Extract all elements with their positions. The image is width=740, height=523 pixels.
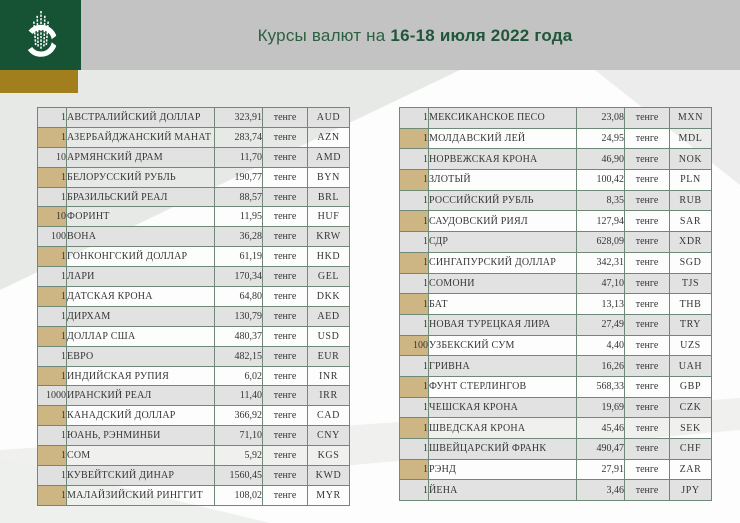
currency-name: ДАТСКАЯ КРОНА (67, 287, 215, 307)
row-quantity: 1 (400, 252, 429, 273)
rate-value: 64,80 (215, 287, 263, 307)
rate-value: 24,95 (577, 128, 625, 149)
currency-code: AUD (308, 108, 350, 128)
rate-value: 628,09 (577, 232, 625, 253)
unit-label: тенге (625, 480, 670, 501)
currency-name: АЗЕРБАЙДЖАНСКИЙ МАНАТ (67, 127, 215, 147)
currency-code: INR (308, 366, 350, 386)
currency-code: HKD (308, 247, 350, 267)
rate-value: 480,37 (215, 326, 263, 346)
table-row (38, 108, 350, 128)
row-quantity: 1 (38, 108, 67, 128)
rate-value: 6,02 (215, 366, 263, 386)
currency-name: БАТ (429, 294, 577, 315)
currency-code: SGD (670, 252, 712, 273)
currency-code: UZS (670, 335, 712, 356)
unit-label: тенге (625, 418, 670, 439)
row-quantity: 1 (400, 232, 429, 253)
currency-code: MXN (670, 108, 712, 129)
row-quantity: 1 (38, 446, 67, 466)
table-row (38, 326, 350, 346)
row-quantity: 1 (38, 167, 67, 187)
table-row (38, 147, 350, 167)
currency-name: ДИРХАМ (67, 306, 215, 326)
currency-code: GBP (670, 376, 712, 397)
rate-value: 13,13 (577, 294, 625, 315)
rate-value: 100,42 (577, 170, 625, 191)
rate-value: 23,08 (577, 108, 625, 129)
rate-value: 323,91 (215, 108, 263, 128)
rate-value: 88,57 (215, 187, 263, 207)
table-row (38, 346, 350, 366)
table-row (38, 127, 350, 147)
row-quantity: 1 (400, 108, 429, 129)
table-row (38, 287, 350, 307)
rate-value: 190,77 (215, 167, 263, 187)
unit-label: тенге (263, 187, 308, 207)
table-row (400, 459, 712, 480)
table-row (38, 227, 350, 247)
row-quantity: 1000 (38, 386, 67, 406)
unit-label: тенге (625, 108, 670, 129)
row-quantity: 1 (38, 366, 67, 386)
row-quantity: 1 (38, 326, 67, 346)
row-quantity: 1 (400, 149, 429, 170)
table-row (400, 149, 712, 170)
rate-value: 366,92 (215, 406, 263, 426)
table-row (400, 108, 712, 129)
unit-label: тенге (263, 485, 308, 505)
rate-value: 27,91 (577, 459, 625, 480)
currency-code: AZN (308, 127, 350, 147)
logo-gold-bar (0, 70, 78, 93)
row-quantity: 10 (38, 207, 67, 227)
currency-name: НОРВЕЖСКАЯ КРОНА (429, 149, 577, 170)
unit-label: тенге (263, 247, 308, 267)
table-row (400, 190, 712, 211)
currency-name: СОМ (67, 446, 215, 466)
table-row (400, 356, 712, 377)
row-quantity: 1 (400, 356, 429, 377)
currency-name: САУДОВСКИЙ РИЯЛ (429, 211, 577, 232)
row-quantity: 1 (400, 480, 429, 501)
currency-code: MYR (308, 485, 350, 505)
row-quantity: 1 (38, 485, 67, 505)
table-row (38, 167, 350, 187)
currency-name: ГОНКОНГСКИЙ ДОЛЛАР (67, 247, 215, 267)
currency-name: РЭНД (429, 459, 577, 480)
table-row (38, 466, 350, 486)
rate-value: 19,69 (577, 397, 625, 418)
currency-code: JPY (670, 480, 712, 501)
currency-code: TRY (670, 314, 712, 335)
unit-label: тенге (625, 294, 670, 315)
rate-value: 108,02 (215, 485, 263, 505)
unit-label: тенге (263, 466, 308, 486)
unit-label: тенге (263, 227, 308, 247)
currency-code: CZK (670, 397, 712, 418)
rate-value: 130,79 (215, 306, 263, 326)
currency-code: IRR (308, 386, 350, 406)
currency-code: SAR (670, 211, 712, 232)
unit-label: тенге (263, 406, 308, 426)
currency-name: ШВЕДСКАЯ КРОНА (429, 418, 577, 439)
currency-name: ГРИВНА (429, 356, 577, 377)
row-quantity: 1 (38, 127, 67, 147)
row-quantity: 100 (400, 335, 429, 356)
currency-name: СИНГАПУРСКИЙ ДОЛЛАР (429, 252, 577, 273)
unit-label: тенге (263, 326, 308, 346)
currency-code: CNY (308, 426, 350, 446)
table-row (38, 306, 350, 326)
table-row (400, 376, 712, 397)
table-row (400, 170, 712, 191)
currency-name: МАЛАЙЗИЙСКИЙ РИНГГИТ (67, 485, 215, 505)
row-quantity: 1 (400, 397, 429, 418)
unit-label: тенге (263, 127, 308, 147)
table-row (400, 273, 712, 294)
table-row (38, 446, 350, 466)
currency-name: ФУНТ СТЕРЛИНГОВ (429, 376, 577, 397)
currency-code: DKK (308, 287, 350, 307)
row-quantity: 1 (400, 273, 429, 294)
row-quantity: 1 (400, 459, 429, 480)
currency-code: SEK (670, 418, 712, 439)
unit-label: тенге (625, 190, 670, 211)
row-quantity: 1 (400, 128, 429, 149)
rates-table-left (37, 107, 350, 506)
rate-value: 11,95 (215, 207, 263, 227)
row-quantity: 1 (400, 418, 429, 439)
rate-value: 11,70 (215, 147, 263, 167)
unit-label: тенге (625, 376, 670, 397)
currency-code: KGS (308, 446, 350, 466)
table-row (400, 397, 712, 418)
rate-value: 36,28 (215, 227, 263, 247)
currency-name: ВОНА (67, 227, 215, 247)
row-quantity: 1 (38, 306, 67, 326)
currency-name: ФОРИНТ (67, 207, 215, 227)
logo-green-square (0, 0, 81, 70)
rate-value: 27,49 (577, 314, 625, 335)
currency-code: USD (308, 326, 350, 346)
currency-name: ЧЕШСКАЯ КРОНА (429, 397, 577, 418)
currency-code: PLN (670, 170, 712, 191)
row-quantity: 1 (38, 287, 67, 307)
table-row (400, 128, 712, 149)
currency-code: AMD (308, 147, 350, 167)
currency-name: ШВЕЙЦАРСКИЙ ФРАНК (429, 439, 577, 460)
row-quantity: 1 (38, 247, 67, 267)
wheat-emblem-icon (18, 9, 64, 61)
bank-logo (0, 0, 81, 93)
currency-name: СОМОНИ (429, 273, 577, 294)
rate-value: 283,74 (215, 127, 263, 147)
row-quantity: 1 (400, 376, 429, 397)
rate-value: 4,40 (577, 335, 625, 356)
unit-label: тенге (625, 273, 670, 294)
row-quantity: 1 (400, 439, 429, 460)
unit-label: тенге (263, 426, 308, 446)
table-row (38, 247, 350, 267)
rate-value: 3,46 (577, 480, 625, 501)
currency-code: XDR (670, 232, 712, 253)
table-row (38, 386, 350, 406)
rate-value: 127,94 (577, 211, 625, 232)
currency-code: HUF (308, 207, 350, 227)
row-quantity: 1 (38, 466, 67, 486)
currency-name: ЮАНЬ, РЭНМИНБИ (67, 426, 215, 446)
row-quantity: 1 (400, 170, 429, 191)
currency-name: ИНДИЙСКАЯ РУПИЯ (67, 366, 215, 386)
currency-name: АВСТРАЛИЙСКИЙ ДОЛЛАР (67, 108, 215, 128)
unit-label: тенге (263, 207, 308, 227)
table-row (38, 485, 350, 505)
unit-label: тенге (263, 147, 308, 167)
currency-code: MDL (670, 128, 712, 149)
table-row (400, 294, 712, 315)
currency-name: БЕЛОРУССКИЙ РУБЛЬ (67, 167, 215, 187)
row-quantity: 1 (400, 211, 429, 232)
unit-label: тенге (625, 252, 670, 273)
table-row (38, 187, 350, 207)
currency-code: RUB (670, 190, 712, 211)
currency-code: BRL (308, 187, 350, 207)
rate-value: 1560,45 (215, 466, 263, 486)
table-row (400, 252, 712, 273)
unit-label: тенге (625, 356, 670, 377)
currency-code: KRW (308, 227, 350, 247)
unit-label: тенге (263, 346, 308, 366)
table-row (38, 366, 350, 386)
currency-name: КАНАДСКИЙ ДОЛЛАР (67, 406, 215, 426)
table-row (400, 418, 712, 439)
rate-value: 8,35 (577, 190, 625, 211)
currency-name: ЕВРО (67, 346, 215, 366)
currency-name: СДР (429, 232, 577, 253)
page-title (90, 26, 740, 46)
rate-value: 47,10 (577, 273, 625, 294)
rate-value: 16,26 (577, 356, 625, 377)
row-quantity: 1 (400, 314, 429, 335)
unit-label: тенге (625, 128, 670, 149)
table-row (38, 267, 350, 287)
row-quantity: 1 (38, 406, 67, 426)
table-row (400, 335, 712, 356)
rate-value: 482,15 (215, 346, 263, 366)
rate-value: 71,10 (215, 426, 263, 446)
table-row (400, 439, 712, 460)
table-row (400, 480, 712, 501)
row-quantity: 1 (38, 346, 67, 366)
unit-label: тенге (263, 267, 308, 287)
rate-value: 342,31 (577, 252, 625, 273)
unit-label: тенге (625, 335, 670, 356)
currency-code: KWD (308, 466, 350, 486)
currency-code: EUR (308, 346, 350, 366)
currency-name: ЗЛОТЫЙ (429, 170, 577, 191)
unit-label: тенге (625, 170, 670, 191)
row-quantity: 1 (38, 426, 67, 446)
currency-name: АРМЯНСКИЙ ДРАМ (67, 147, 215, 167)
rate-value: 61,19 (215, 247, 263, 267)
currency-code: ZAR (670, 459, 712, 480)
currency-code: AED (308, 306, 350, 326)
table-row (400, 232, 712, 253)
unit-label: тенге (263, 108, 308, 128)
rates-table-right (399, 107, 712, 501)
unit-label: тенге (625, 314, 670, 335)
unit-label: тенге (263, 167, 308, 187)
currency-name: РОССИЙСКИЙ РУБЛЬ (429, 190, 577, 211)
unit-label: тенге (625, 211, 670, 232)
page-title-prefix: Курсы валют на (257, 26, 386, 45)
row-quantity: 1 (400, 190, 429, 211)
unit-label: тенге (263, 287, 308, 307)
currency-code: BYN (308, 167, 350, 187)
currency-name: УЗБЕКСКИЙ СУМ (429, 335, 577, 356)
currency-code: CAD (308, 406, 350, 426)
unit-label: тенге (625, 397, 670, 418)
unit-label: тенге (263, 306, 308, 326)
row-quantity: 10 (38, 147, 67, 167)
row-quantity: 1 (38, 187, 67, 207)
table-row (38, 406, 350, 426)
rate-value: 5,92 (215, 446, 263, 466)
currency-code: GEL (308, 267, 350, 287)
unit-label: тенге (625, 149, 670, 170)
currency-name: ЛАРИ (67, 267, 215, 287)
table-row (38, 207, 350, 227)
currency-name: ДОЛЛАР США (67, 326, 215, 346)
row-quantity: 1 (38, 267, 67, 287)
currency-code: UAH (670, 356, 712, 377)
unit-label: тенге (263, 446, 308, 466)
unit-label: тенге (625, 232, 670, 253)
rate-value: 490,47 (577, 439, 625, 460)
currency-code: CHF (670, 439, 712, 460)
unit-label: тенге (625, 459, 670, 480)
rate-value: 170,34 (215, 267, 263, 287)
table-row (38, 426, 350, 446)
currency-name: НОВАЯ ТУРЕЦКАЯ ЛИРА (429, 314, 577, 335)
unit-label: тенге (263, 386, 308, 406)
currency-name: МЕКСИКАНСКОЕ ПЕСО (429, 108, 577, 129)
currency-code: NOK (670, 149, 712, 170)
currency-code: THB (670, 294, 712, 315)
unit-label: тенге (625, 439, 670, 460)
rate-value: 46,90 (577, 149, 625, 170)
table-row (400, 314, 712, 335)
currency-name: КУВЕЙТСКИЙ ДИНАР (67, 466, 215, 486)
unit-label: тенге (263, 366, 308, 386)
currency-name: БРАЗИЛЬСКИЙ РЕАЛ (67, 187, 215, 207)
rate-value: 45,46 (577, 418, 625, 439)
row-quantity: 1 (400, 294, 429, 315)
rate-value: 568,33 (577, 376, 625, 397)
currency-name: ЙЕНА (429, 480, 577, 501)
currency-name: МОЛДАВСКИЙ ЛЕЙ (429, 128, 577, 149)
row-quantity: 100 (38, 227, 67, 247)
currency-code: TJS (670, 273, 712, 294)
currency-name: ИРАНСКИЙ РЕАЛ (67, 386, 215, 406)
page-title-date: 16-18 июля 2022 года (390, 26, 573, 45)
table-row (400, 211, 712, 232)
rate-value: 11,40 (215, 386, 263, 406)
